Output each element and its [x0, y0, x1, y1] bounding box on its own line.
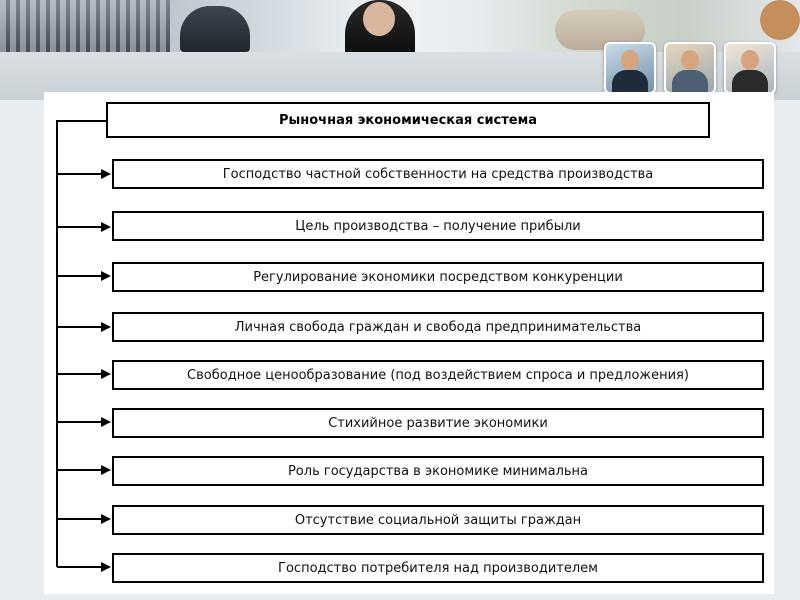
- businessman-image: [180, 6, 250, 52]
- diagram-item-4: Личная свобода граждан и свобода предпринимательства: [112, 312, 764, 342]
- arrow-6: [57, 421, 105, 423]
- diagram-item-6: Стихийное развитие экономики: [112, 408, 764, 438]
- diagram-item-3: Регулирование экономики посредством конкуренции: [112, 262, 764, 292]
- thumbnail-photo-group: [664, 42, 716, 94]
- diagram-item-8: Отсутствие социальной защиты граждан: [112, 505, 764, 535]
- thumbnail-photo-phone: [724, 42, 776, 94]
- arrow-5: [57, 373, 105, 375]
- arrow-7: [57, 469, 105, 471]
- person-image: [760, 0, 800, 40]
- thumbnail-photo-meeting: [604, 42, 656, 94]
- arrow-3: [57, 275, 105, 277]
- businesswoman-image: [345, 0, 415, 52]
- diagram-item-2: Цель производства – получение прибыли: [112, 211, 764, 241]
- arrow-8: [57, 518, 105, 520]
- connector-title-line: [56, 120, 106, 122]
- arrow-4: [57, 326, 105, 328]
- office-building-image: [0, 0, 170, 52]
- diagram-title-box: Рыночная экономическая система: [106, 102, 710, 138]
- arrow-9: [57, 566, 105, 568]
- connector-trunk-line: [56, 120, 58, 567]
- diagram-item-9: Господство потребителя над производителем: [112, 553, 764, 583]
- diagram-item-5: Свободное ценообразование (под воздействием спроса и предложения): [112, 360, 764, 390]
- arrow-2: [57, 226, 105, 228]
- arrow-1: [57, 173, 105, 175]
- diagram-item-7: Роль государства в экономике минимальна: [112, 456, 764, 486]
- diagram-item-1: Господство частной собственности на средства производства: [112, 159, 764, 189]
